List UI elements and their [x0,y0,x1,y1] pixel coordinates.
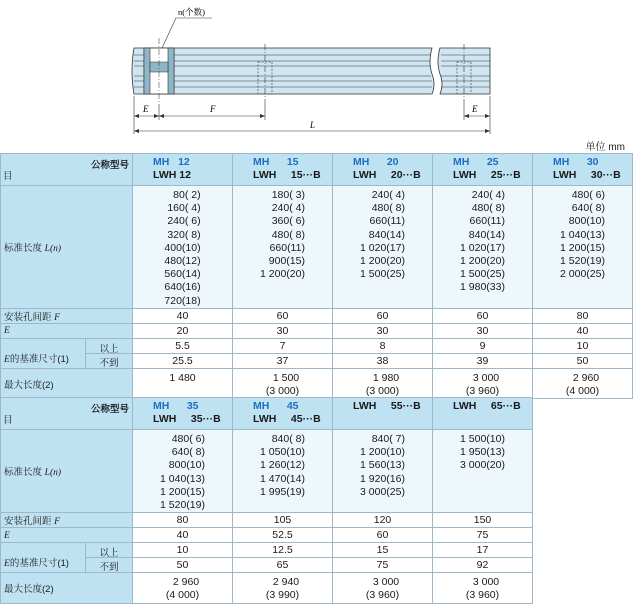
e-value: 40 [533,323,633,338]
model-header: MH 30 LWH 30···B [533,154,633,186]
value-line: 1 520(19) [560,255,605,268]
max-length-cell [533,368,633,398]
value-line: (3 960) [465,589,500,602]
count-callout [162,7,212,48]
value-line: 1 200(10) [360,446,405,459]
hole-pitch-value: 105 [233,513,333,528]
max-length-cell [133,573,233,603]
value-line: 3 000 [472,576,500,589]
value-line: 1 500(25) [460,268,505,281]
hole-pitch-label: 安装孔间距 F [1,308,133,323]
above-label: 以上 [99,343,119,355]
std-length-cell [433,186,533,309]
value-line: 800(10) [568,215,605,228]
value-list [260,189,305,281]
value-line: 1 200(15) [560,241,605,254]
e-label: E [1,528,133,543]
value-line: 3 000 [472,371,500,384]
e-value: 40 [133,528,233,543]
value-line: 1 020(17) [460,241,505,254]
hole-pitch-row [1,513,533,528]
nominal-model-label: 公称型号 [90,160,129,171]
value-line: (3 000) [365,385,400,398]
e-above-row [1,543,533,558]
e-below-value: 25.5 [133,353,233,368]
max-length-cell [433,368,533,398]
value-line: 3 000(20) [460,459,505,472]
e-above-value: 17 [433,543,533,558]
spec-table-1 [0,153,633,399]
value-line: 480( 8) [471,202,505,215]
value-line: 640( 8) [571,202,605,215]
value-line: 480( 6) [571,189,605,201]
value-line: 2 960 [572,371,600,384]
std-length-label: 标准长度 L(n) [1,430,133,513]
value-line: 660(11) [269,241,305,254]
corner-cell [1,398,133,430]
value-line: 2 940 [272,576,300,589]
e-above-row [1,338,633,353]
e-row [1,528,533,543]
value-line: 320( 8) [167,228,201,241]
value-line: 720(18) [164,294,201,307]
e-label: E [1,323,133,338]
value-line: 1 995(19) [260,485,305,498]
value-line: 1 950(13) [460,446,505,459]
max-length-row [1,573,533,603]
hole-pitch-value: 120 [333,513,433,528]
std-length-row [1,186,633,309]
hole-pitch-value: 60 [433,308,533,323]
value-line: 2 000(25) [560,268,605,281]
e-above-value: 8 [333,338,433,353]
e-above-value: 12.5 [233,543,333,558]
value-line: 1 040(13) [560,228,605,241]
model-header: MH 12 LWH 12 [133,154,233,186]
std-length-cell [133,186,233,309]
e-above-value: 9 [433,338,533,353]
value-list [460,189,505,295]
model-header: LWH 55···B [333,398,433,430]
value-list [466,576,499,602]
value-line: 900(15) [268,255,305,268]
value-line: 1 500(10) [460,433,505,445]
count-label: n(个数) [178,7,205,17]
value-line: 480( 8) [371,202,405,215]
e-value: 30 [433,323,533,338]
e-above-value: 10 [133,543,233,558]
model-header: LWH 65···B [433,398,533,430]
e-below-value: 50 [133,558,233,573]
value-line: 360( 6) [271,215,305,228]
value-line: 840(14) [368,228,405,241]
e-ref-label: E的基准尺寸(1) 以上 不到 [1,543,133,573]
value-line: 1 200(15) [160,485,205,498]
e-value: 52.5 [233,528,333,543]
value-line: 1 470(14) [260,472,305,485]
value-line: 1 480 [169,371,196,384]
value-line: 1 200(20) [360,255,405,268]
e-below-value: 50 [533,353,633,368]
value-line: 1 980(33) [460,281,505,294]
value-list [460,433,505,473]
value-line: 640(16) [164,281,201,294]
value-line: 3 000(25) [360,485,405,498]
value-line: 1 520(19) [160,499,205,512]
hole-pitch-value: 80 [533,308,633,323]
value-list [566,372,599,398]
value-line: 1 020(17) [360,241,405,254]
value-list [266,576,299,602]
model-header: MH 20 LWH 20···B [333,154,433,186]
hole-section [144,38,174,104]
value-line: 1 050(10) [260,446,305,459]
std-length-cell [333,186,433,309]
value-line: 840( 7) [371,433,405,445]
value-line: 480( 6) [171,433,205,445]
header-row [1,154,633,186]
value-line: (3 960) [365,589,400,602]
e-row [1,323,633,338]
value-line: 1 500(25) [360,268,405,281]
value-line: (3 990) [265,589,300,602]
value-line: 240( 4) [471,189,505,201]
max-length-cell [233,368,333,398]
std-length-cell [233,186,333,309]
e-value: 75 [433,528,533,543]
spec-table-2 [0,397,533,604]
e-below-value: 37 [233,353,333,368]
e-ref-label: E的基准尺寸(1) 以上 不到 [1,338,133,368]
std-length-cell [433,430,533,513]
value-list [164,189,200,308]
value-line: 1 200(20) [260,268,305,281]
nominal-model-label: 公称型号 [90,404,129,415]
e-value: 20 [133,323,233,338]
value-line: 840(14) [468,228,505,241]
value-line: 2 960 [172,576,200,589]
value-list [366,576,399,602]
corner-cell [1,154,133,186]
hole-pitch-value: 40 [133,308,233,323]
hole-pitch-value: 60 [233,308,333,323]
value-line: 480(12) [164,255,201,268]
max-length-cell [333,368,433,398]
item-label: 目 [3,171,13,182]
value-line: 160( 4) [167,202,201,215]
value-line: 660(11) [369,215,405,228]
std-length-label: 标准长度 L(n) [1,186,133,309]
value-line: 560(14) [164,268,201,281]
e-below-value: 75 [333,558,433,573]
value-line: 80( 2) [173,189,201,201]
value-list [169,372,195,398]
value-list [466,372,499,398]
value-line: 1 560(13) [360,459,405,472]
e-above-value: 10 [533,338,633,353]
e-above-value: 7 [233,338,333,353]
dim-l: L [310,120,316,130]
unit-label: 单位 mm [585,142,625,153]
max-length-label: 最大长度(2) [1,368,133,398]
std-length-row [1,430,533,513]
value-line: 240( 4) [271,202,305,215]
value-list [360,433,405,499]
dim-e-left: E [143,104,149,114]
dim-f: F [210,104,216,114]
std-length-cell [533,186,633,309]
e-above-value: 15 [333,543,433,558]
e-below-value: 92 [433,558,533,573]
std-length-cell [333,430,433,513]
value-line: 180( 3) [271,189,305,201]
max-length-row [1,368,633,398]
max-length-label: 最大长度(2) [1,573,133,603]
e-below-value: 65 [233,558,333,573]
model-header: MH 45 LWH 45···B [233,398,333,430]
value-line: 840( 8) [271,433,305,445]
value-line: 800(10) [168,459,205,472]
model-header: MH 25 LWH 25···B [433,154,533,186]
e-value: 30 [333,323,433,338]
below-label: 不到 [99,357,119,369]
hole-pitch-value: 60 [333,308,433,323]
value-list [560,189,605,281]
value-line: 1 040(13) [160,472,205,485]
max-length-cell [133,368,233,398]
value-line: 3 000 [372,576,400,589]
value-line: 1 200(20) [460,255,505,268]
model-header: MH 15 LWH 15···B [233,154,333,186]
std-length-cell [233,430,333,513]
hole-pitch-row [1,308,633,323]
item-label: 目 [3,415,13,426]
hole-pitch-label: 安装孔间距 F [1,513,133,528]
value-line: 240( 4) [371,189,405,201]
value-line: 480( 8) [271,228,305,241]
value-list [160,433,205,512]
value-line: (3 960) [465,385,500,398]
value-list [266,372,299,398]
max-length-cell [233,573,333,603]
e-above-value: 5.5 [133,338,233,353]
e-value: 30 [233,323,333,338]
value-list [260,433,305,499]
hole-pitch-value: 80 [133,513,233,528]
std-length-cell [133,430,233,513]
max-length-cell [433,573,533,603]
dim-e-right: E [472,104,478,114]
e-below-value: 38 [333,353,433,368]
value-line: (4 000) [165,589,200,602]
max-length-cell [333,573,433,603]
value-line: (4 000) [565,385,600,398]
value-line: 1 260(12) [260,459,305,472]
e-value: 60 [333,528,433,543]
value-line: (3 000) [265,385,300,398]
value-line: 660(11) [469,215,505,228]
value-list [166,576,199,602]
value-line: 1 980 [372,371,400,384]
value-line: 400(10) [164,241,201,254]
hole-pitch-value: 150 [433,513,533,528]
above-label: 以上 [99,548,119,560]
header-row [1,398,533,430]
value-list [360,189,405,281]
model-header: MH 35 LWH 35···B [133,398,233,430]
value-line: 240( 6) [167,215,201,228]
rail-drawing [0,0,633,140]
value-line: 1 920(16) [360,472,405,485]
e-below-value: 39 [433,353,533,368]
value-line: 640( 8) [171,446,205,459]
below-label: 不到 [99,562,119,574]
value-list [366,372,399,398]
value-line: 1 500 [272,371,300,384]
